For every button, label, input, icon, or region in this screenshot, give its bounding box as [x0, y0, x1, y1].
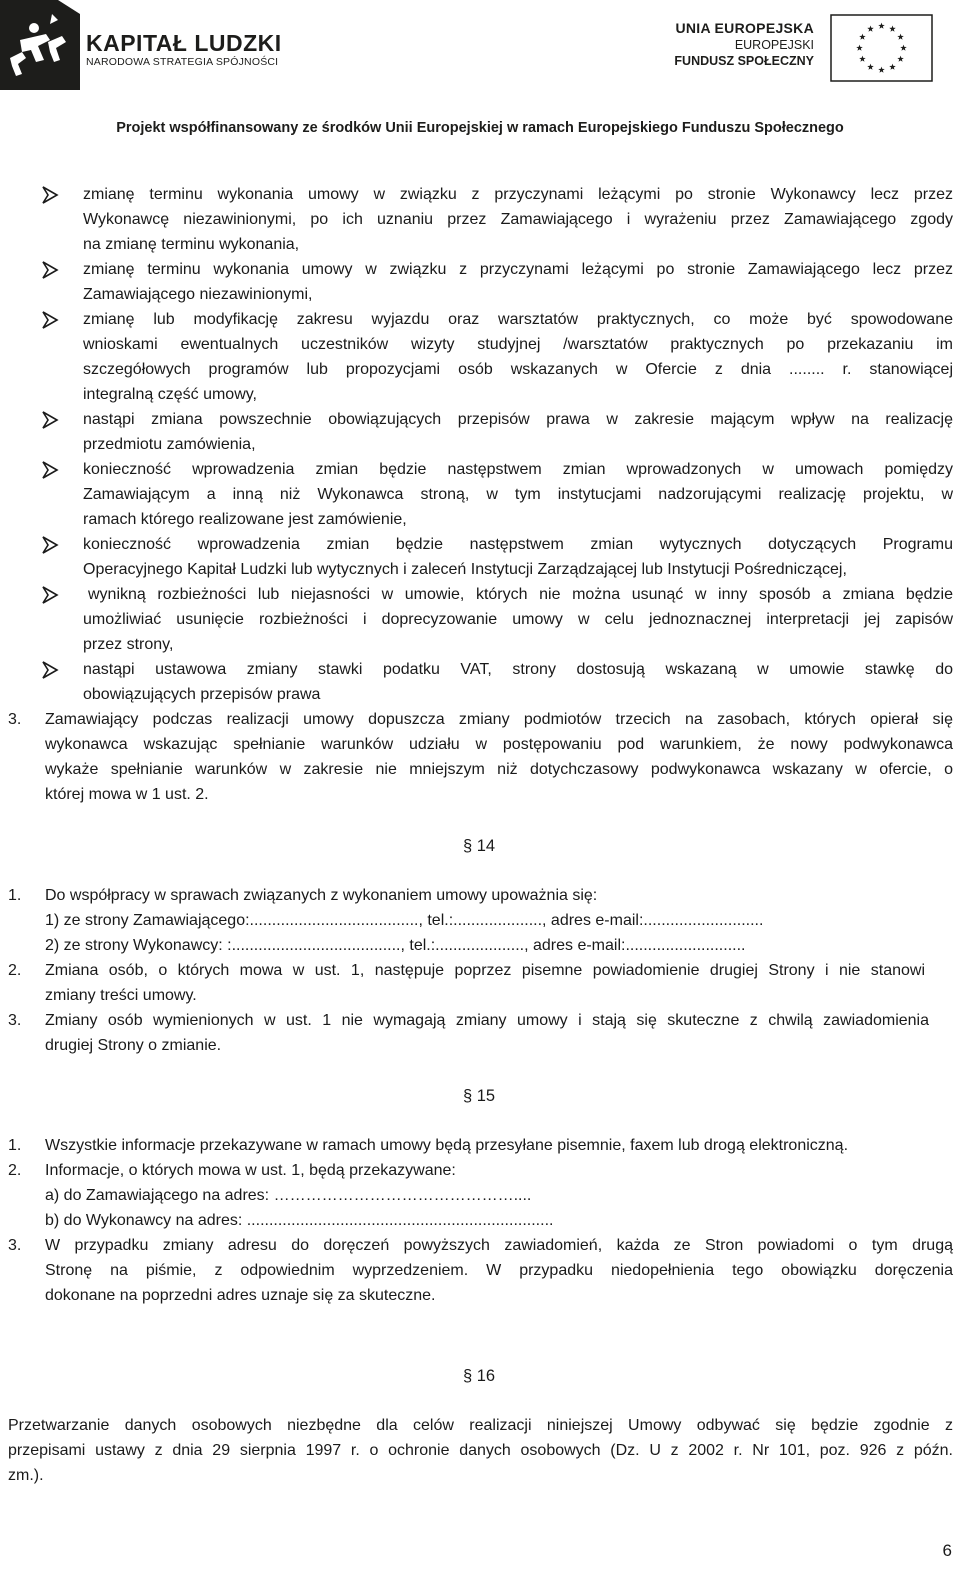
arrow-bullet-icon: [40, 409, 62, 431]
item-line: Zamawiający podczas realizacji umowy dopuszcza zmiany podmiotów trzecich na zasobach, których opierał się: [45, 711, 953, 728]
item-line: Do współpracy w sprawach związanych z wykonaniem umowy upoważnia się:: [45, 887, 598, 904]
bullet-line: zmianę terminu wykonania umowy w związku z przyczynami leżącymi po stronie Zamawiającego lecz przez: [83, 261, 953, 278]
logo-subtitle: NARODOWA STRATEGIA SPÓJNOŚCI: [86, 56, 279, 68]
item-line: drugiej Strony o zmianie.: [45, 1037, 222, 1054]
item-number: 1.: [8, 887, 22, 904]
bullet-line: Operacyjnego Kapitał Ludzki lub wytycznych i zaleceń Instytucji Zarządzającej lub Instytucji Pośredniczącej,: [83, 561, 847, 578]
bullet-line: zmianę lub modyfikację zakresu wyjazdu oraz warsztatów praktycznych, co może być spowodowane: [83, 311, 953, 328]
arrow-bullet-icon: [40, 534, 62, 556]
item-line: której mowa w 1 ust. 2.: [45, 786, 209, 803]
item-line: a) do Zamawiającego na adres: ………………………………………....: [45, 1187, 532, 1204]
section-title: § 15: [463, 1087, 496, 1105]
bullet-line: nastąpi zmiana powszechnie obowiązujących przepisów prawa w zakresie mającym wpływ na realizację: [83, 411, 953, 428]
bullet-line: na zmianę terminu wykonania,: [83, 236, 300, 253]
item-line: Informacje, o których mowa w ust. 1, będą przekazywane:: [45, 1162, 456, 1179]
bullet-line: przez strony,: [83, 636, 174, 653]
arrow-bullet-icon: [40, 309, 62, 331]
item-line: 2) ze strony Wykonawcy: :......................................, tel.:...................., adres e-mail:...........................: [45, 937, 746, 954]
bullet-line: wynikną rozbieżności lub niejasności w umowie, których nie można usunąć w inny sposób a zmiana będzie: [88, 586, 953, 603]
item-line: Zmiany osób wymienionych w ust. 1 nie wymagają zmiany umowy i stają się skuteczne z chwilą zawiadomienia: [45, 1012, 929, 1029]
arrow-bullet-icon: [40, 659, 62, 681]
item-line: dokonane na poprzedni adres uznaje się za skuteczne.: [45, 1287, 436, 1304]
bullet-line: wnioskami ewentualnych uczestników wizyty studyjnej /warsztatów praktycznych po przekazaniu im: [83, 336, 953, 353]
item-line: Stronę na piśmie, z odpowiednim wyprzedzeniem. W przypadku niedopełnienia tego obowiązku doręczenia: [45, 1262, 953, 1279]
item-number: 1.: [8, 1137, 22, 1154]
bullet-line: umożliwiać usunięcie rozbieżności i doprecyzowanie umowy w celu jednoznacznej interpretacji jej zapisów: [83, 611, 953, 628]
arrow-bullet-icon: [40, 459, 62, 481]
item-line: W przypadku zmiany adresu do doręczeń powyższych zawiadomień, każda ze Stron powiadomi o tym drugą: [45, 1237, 953, 1254]
kapital-ludzki-logo-icon: [0, 0, 80, 90]
item-number: 3.: [8, 1012, 22, 1029]
eu-text: [674, 20, 814, 69]
bullet-line: integralną część umowy,: [83, 386, 257, 403]
project-cofinancing-line: Projekt współfinansowany ze środków Unii Europejskiej w ramach Europejskiego Funduszu Społecznego: [116, 120, 844, 136]
item-line: Zmiana osób, o których mowa w ust. 1, następuje poprzez pisemne powiadomienie drugiej Strony i nie stanowi: [45, 962, 925, 979]
paragraph-line: Przetwarzanie danych osobowych niezbędne dla celów realizacji niniejszej Umowy odbywać się będzie zgodnie z: [8, 1417, 953, 1434]
item-line: wykonawca wskazując spełnianie warunków udziału w postępowaniu pod warunkiem, że nowy podwykonawca: [45, 736, 953, 753]
section-title: § 14: [463, 837, 496, 855]
eu-flag-icon: [830, 14, 933, 82]
bullet-line: Zamawiającym a inną niż Wykonawca stroną, w tym instytucjami nadzorującymi realizację projektu, w: [83, 486, 953, 503]
bullet-line: nastąpi ustawowa zmiany stawki podatku VAT, strony dostosują wskazaną w umowie stawkę do: [83, 661, 953, 678]
page-header: [0, 0, 960, 150]
item-line: zmiany treści umowy.: [45, 987, 197, 1004]
bullet-line: konieczność wprowadzenia zmian będzie następstwem zmian wytycznych dotyczących Programu: [83, 536, 953, 553]
bullet-line: Zamawiającego niezawinionymi,: [83, 286, 313, 303]
eu-line-3: FUNDUSZ SPOŁECZNY: [674, 54, 814, 68]
item-line: b) do Wykonawcy na adres: .....................................................................: [45, 1212, 554, 1229]
item-number: 3.: [8, 711, 22, 728]
bullet-line: przedmiotu zamówienia,: [83, 436, 256, 453]
arrow-bullet-icon: [40, 184, 62, 206]
item-line: 1) ze strony Zamawiającego:......................................, tel.:...................., adres e-mail:...........................: [45, 912, 764, 929]
page-number: 6: [942, 1541, 952, 1560]
item-line: Wszystkie informacje przekazywane w ramach umowy będą przesyłane pisemnie, faxem lub drogą elektroniczną.: [45, 1137, 849, 1154]
bullet-line: konieczność wprowadzenia zmian będzie następstwem zmian wprowadzonych w umowach pomiędzy: [83, 461, 953, 478]
paragraph-line: zm.).: [8, 1467, 44, 1484]
bullet-line: szczegółowych programów lub propozycjami osób wskazanych w Ofercie z dnia ........ r. stanowiącej: [83, 361, 953, 378]
logo-title: KAPITAŁ LUDZKI: [86, 30, 282, 56]
section-title: § 16: [463, 1367, 496, 1385]
eu-line-1: UNIA EUROPEJSKA: [675, 20, 814, 36]
kapital-ludzki-text: [86, 30, 282, 69]
bullet-line: Wykonawcę niezawinionymi, po ich uznaniu przez Zamawiającego i wyrażeniu przez Zamawiającego zgody: [83, 211, 953, 228]
eu-line-2: EUROPEJSKI: [734, 38, 814, 52]
item-number: 2.: [8, 962, 22, 979]
bullet-line: obowiązujących przepisów prawa: [83, 686, 321, 703]
bullet-line: ramach którego realizowane jest zamówienie,: [83, 511, 407, 528]
item-number: 3.: [8, 1237, 22, 1254]
arrow-bullet-icon: [40, 584, 62, 606]
paragraph-line: przepisami ustawy z dnia 29 sierpnia 1997 r. o ochronie danych osobowych (Dz. U z 2002 r. Nr 101, poz. 926 z późn.: [8, 1442, 953, 1459]
arrow-bullet-icon: [40, 259, 62, 281]
bullet-line: zmianę terminu wykonania umowy w związku z przyczynami leżącymi po stronie Wykonawcy lecz przez: [83, 186, 953, 203]
item-line: wykaże spełnianie warunków w zakresie nie mniejszym niż dotychczasowy podwykonawca wskazany w ofercie, o: [45, 761, 953, 778]
item-number: 2.: [8, 1162, 22, 1179]
